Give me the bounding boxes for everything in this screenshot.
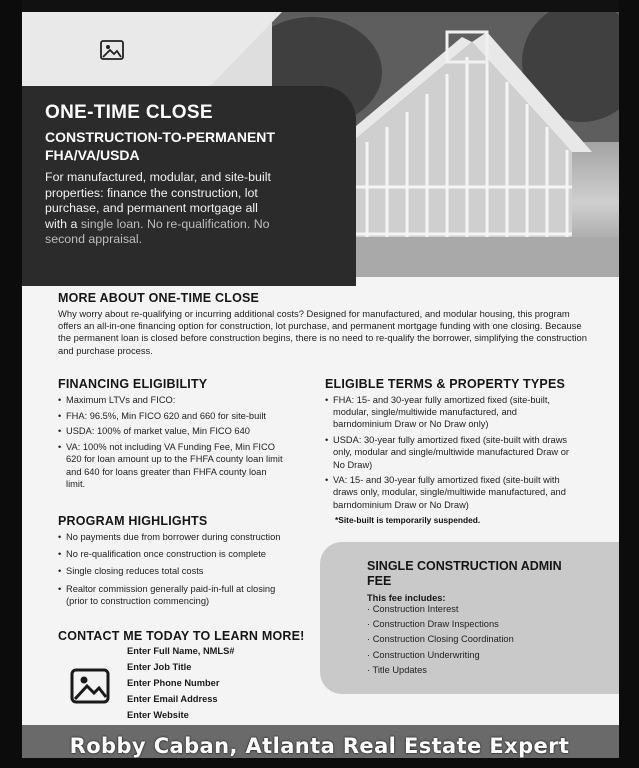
- list-item: · Construction Closing Coordination: [367, 634, 514, 645]
- list-item: • USDA: 30-year fully amortized fixed (site-built with draws only, modular and single/multiwide manufactured Draw or No Draw): [325, 434, 573, 471]
- list-item: • USDA: 100% of market value, Min FICO 640: [58, 425, 288, 437]
- contact-phone: Enter Phone Number: [127, 678, 220, 689]
- image-placeholder-icon: [100, 40, 124, 60]
- admin-fee-title: SINGLE CONSTRUCTION ADMIN FEE: [367, 559, 562, 588]
- list-item: · Construction Underwriting: [367, 649, 480, 660]
- terms-heading: ELIGIBLE TERMS & PROPERTY TYPES: [325, 377, 566, 391]
- list-item: • FHA: 15- and 30-year fully amortized fixed (site-built, modular, single/multiwide manufactured, and barndominium Draw or No Draw only): [325, 394, 573, 431]
- hero-subtitle: [45, 128, 345, 164]
- list-item: · Construction Draw Inspections: [367, 619, 499, 630]
- list-item: • No re-qualification once construction is complete: [58, 548, 288, 560]
- image-placeholder-icon: [70, 668, 110, 704]
- caption-text: Robby Caban, Atlanta Real Estate Expert: [69, 734, 570, 758]
- more-about-paragraph: Why worry about re-qualifying or incurring additional costs? Designed for manufactured, and modular housing, this program offers an all-in-one financing option for construction, lot purchase, and permanent mortgage funding with one closing. Because the permanent loan is closed before construction begins, there is no need to re-qualify the borrower, simplifying the construction and purchase process.: [58, 308, 587, 356]
- list-item: • VA: 100% not including VA Funding Fee, Min FICO 620 for loan amount up to the FHFA county loan limit and 640 for loans greater than FHFA county loan limit.: [58, 441, 288, 490]
- list-item: • Realtor commission generally paid-in-full at closing (prior to construction commencing): [58, 583, 288, 607]
- list-item: · Title Updates: [367, 664, 427, 675]
- admin-fee-includes-label: This fee includes:: [367, 593, 446, 603]
- contact-website: Enter Website: [127, 710, 189, 721]
- list-item: • No payments due from borrower during construction: [58, 531, 288, 543]
- hero-title: ONE-TIME CLOSE: [45, 102, 213, 123]
- list-item: • FHA: 96.5%, Min FICO 620 and 660 for site-built: [58, 410, 288, 422]
- terms-list: [325, 394, 573, 514]
- contact-job-title: Enter Job Title: [127, 662, 192, 673]
- list-item: • Maximum LTVs and FICO:: [58, 394, 288, 406]
- contact-full-name: Enter Full Name, NMLS#: [127, 646, 235, 656]
- financing-heading: FINANCING ELIGIBILITY: [58, 377, 208, 391]
- more-about-heading: MORE ABOUT ONE-TIME CLOSE: [58, 291, 260, 305]
- contact-email: Enter Email Address: [127, 694, 218, 705]
- hero-body-dim-text: single loan. No re-qualification. No second appraisal.: [45, 216, 270, 247]
- list-item: · Construction Interest: [367, 604, 459, 614]
- hero-subtitle-line: FHA/VA/USDA: [45, 147, 140, 163]
- financing-list: [58, 394, 288, 493]
- site-built-note: *Site-built is temporarily suspended.: [335, 515, 481, 525]
- highlights-list: [58, 531, 288, 612]
- flyer: [22, 12, 619, 740]
- frame-bottom: [0, 758, 639, 768]
- list-item: • VA: 15- and 30-year fully amortized fixed (site-built with draws only, modular, single/multiwide manufactured, and barndominium Draw or No Draw): [325, 474, 573, 511]
- frame-left: [0, 0, 22, 768]
- contact-heading: CONTACT ME TODAY TO LEARN MORE!: [58, 629, 305, 643]
- highlights-heading: PROGRAM HIGHLIGHTS: [58, 514, 208, 528]
- hero-body-text: For manufactured, modular, and site-built properties: finance the construction, lot purchase, and permanent mortgage all with a: [45, 170, 271, 231]
- hero-body: [45, 170, 275, 248]
- frame-right: [619, 0, 639, 768]
- contact-lines: [127, 646, 234, 726]
- admin-fee-list: [367, 604, 514, 680]
- list-item: • Single closing reduces total costs: [58, 565, 288, 577]
- hero-subtitle-line: CONSTRUCTION-TO-PERMANENT: [45, 129, 275, 145]
